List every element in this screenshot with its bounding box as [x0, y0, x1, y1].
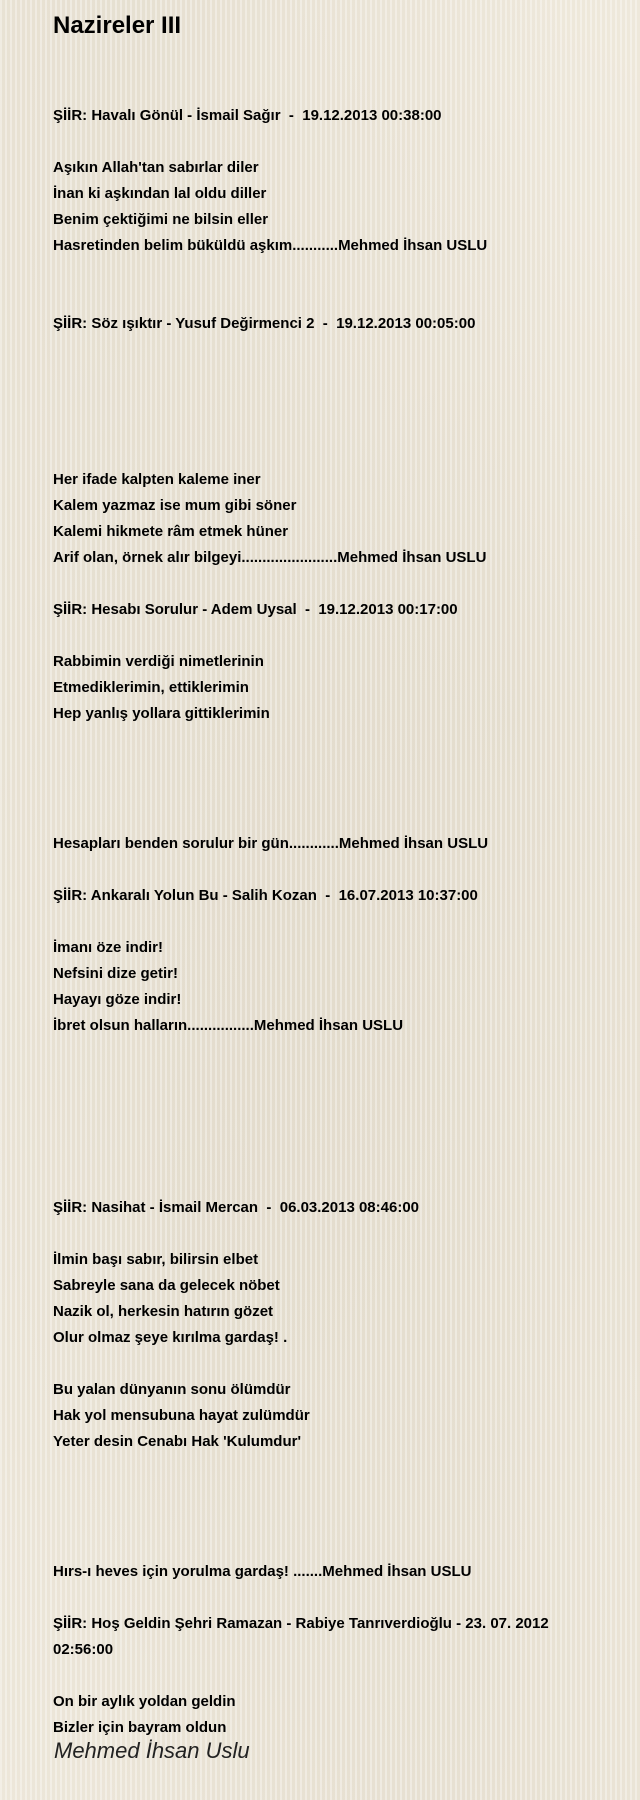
- poem-heading: ŞİİR: Söz ışıktır - Yusuf Değirmenci 2 - 19.12.2013 00:05:00: [53, 315, 476, 332]
- author-signature: Mehmed İhsan Uslu: [54, 1738, 250, 1763]
- poem-line: Aşıkın Allah'tan sabırlar diler: [53, 159, 259, 176]
- poem-line: Hesapları benden sorulur bir gün............Mehmed İhsan USLU: [53, 835, 489, 852]
- poem-heading: ŞİİR: Ankaralı Yolun Bu - Salih Kozan - 16.07.2013 10:37:00: [53, 887, 478, 904]
- poem-line: Olur olmaz şeye kırılma gardaş! .: [53, 1329, 288, 1346]
- poem-line: [53, 285, 593, 311]
- poem-line: İmanı öze indir!: [53, 939, 164, 956]
- poem-line: [53, 441, 593, 467]
- poem-line: [53, 623, 593, 649]
- poem-line: [53, 415, 593, 441]
- poem-line: [53, 1351, 593, 1377]
- poem-line: Hak yol mensubuna hayat zulümdür: [53, 1407, 310, 1424]
- poem-line: Bizler için bayram oldun: [53, 1719, 227, 1736]
- poem-line: [53, 337, 593, 363]
- poem-line: Etmediklerimin, ettiklerimin: [53, 679, 249, 696]
- poem-line: [53, 571, 593, 597]
- poem-line: Kalemi hikmete râm etmek hüner: [53, 523, 289, 540]
- poem-line: Her ifade kalpten kaleme iner: [53, 471, 261, 488]
- poem-line: Arif olan, örnek alır bilgeyi.......................Mehmed İhsan USLU: [53, 549, 487, 566]
- poem-line: [53, 259, 593, 285]
- poem-heading: ŞİİR: Havalı Gönül - İsmail Sağır - 19.12.2013 00:38:00: [53, 107, 442, 124]
- poem-line: [53, 1143, 593, 1169]
- poem-line: [53, 1117, 593, 1143]
- poem-line: [53, 1039, 593, 1065]
- poem-line: Yeter desin Cenabı Hak 'Kulumdur': [53, 1433, 302, 1450]
- poem-line: [53, 1221, 593, 1247]
- poem-line: Hırs-ı heves için yorulma gardaş! .......Mehmed İhsan USLU: [53, 1563, 472, 1580]
- poem-line: [53, 727, 593, 753]
- poem-line: 02:56:00: [53, 1641, 114, 1658]
- poem-line: [53, 779, 593, 805]
- poem-line: İnan ki aşkından lal oldu diller: [53, 185, 267, 202]
- poem-line: [53, 389, 593, 415]
- poem-line: [53, 1533, 593, 1559]
- poem-line: Nefsini dize getir!: [53, 965, 179, 982]
- poem-line: Kalem yazmaz ise mum gibi söner: [53, 497, 297, 514]
- poem-line: [53, 1169, 593, 1195]
- poem-line: Sabreyle sana da gelecek nöbet: [53, 1277, 280, 1294]
- poem-line: [53, 1663, 593, 1689]
- poem-heading: ŞİİR: Hesabı Sorulur - Adem Uysal - 19.12.2013 00:17:00: [53, 601, 458, 618]
- poem-line: [53, 1091, 593, 1117]
- poem-line: [53, 805, 593, 831]
- poem-line: [53, 1585, 593, 1611]
- page-title: Nazireler III: [53, 12, 182, 39]
- poem-line: Hep yanlış yollara gittiklerimin: [53, 705, 270, 722]
- poem-line: [53, 129, 593, 155]
- poem-line: [53, 363, 593, 389]
- poem-heading: ŞİİR: Nasihat - İsmail Mercan - 06.03.2013 08:46:00: [53, 1199, 420, 1216]
- poem-line: Nazik ol, herkesin hatırın gözet: [53, 1303, 274, 1320]
- poem-line: [53, 909, 593, 935]
- poem-line: İbret olsun halların................Mehmed İhsan USLU: [53, 1017, 404, 1034]
- poem-line: [53, 1507, 593, 1533]
- poem-heading: ŞİİR: Hoş Geldin Şehri Ramazan - Rabiye Tanrıverdioğlu - 23. 07. 2012: [53, 1615, 549, 1632]
- poem-line: Rabbimin verdiği nimetlerinin: [53, 653, 264, 670]
- poem-line: [53, 1481, 593, 1507]
- poem-line: [53, 1065, 593, 1091]
- poem-line: Hayayı göze indir!: [53, 991, 182, 1008]
- poem-line: On bir aylık yoldan geldin: [53, 1693, 236, 1710]
- poem-line: Benim çektiğimi ne bilsin eller: [53, 211, 269, 228]
- poem-line: Hasretinden belim büküldü aşkım...........Mehmed İhsan USLU: [53, 237, 488, 254]
- poem-body: [53, 103, 593, 1741]
- poem-line: [53, 1455, 593, 1481]
- poem-line: [53, 753, 593, 779]
- poem-line: [53, 857, 593, 883]
- poem-line: Bu yalan dünyanın sonu ölümdür: [53, 1381, 291, 1398]
- poem-line: İlmin başı sabır, bilirsin elbet: [53, 1251, 259, 1268]
